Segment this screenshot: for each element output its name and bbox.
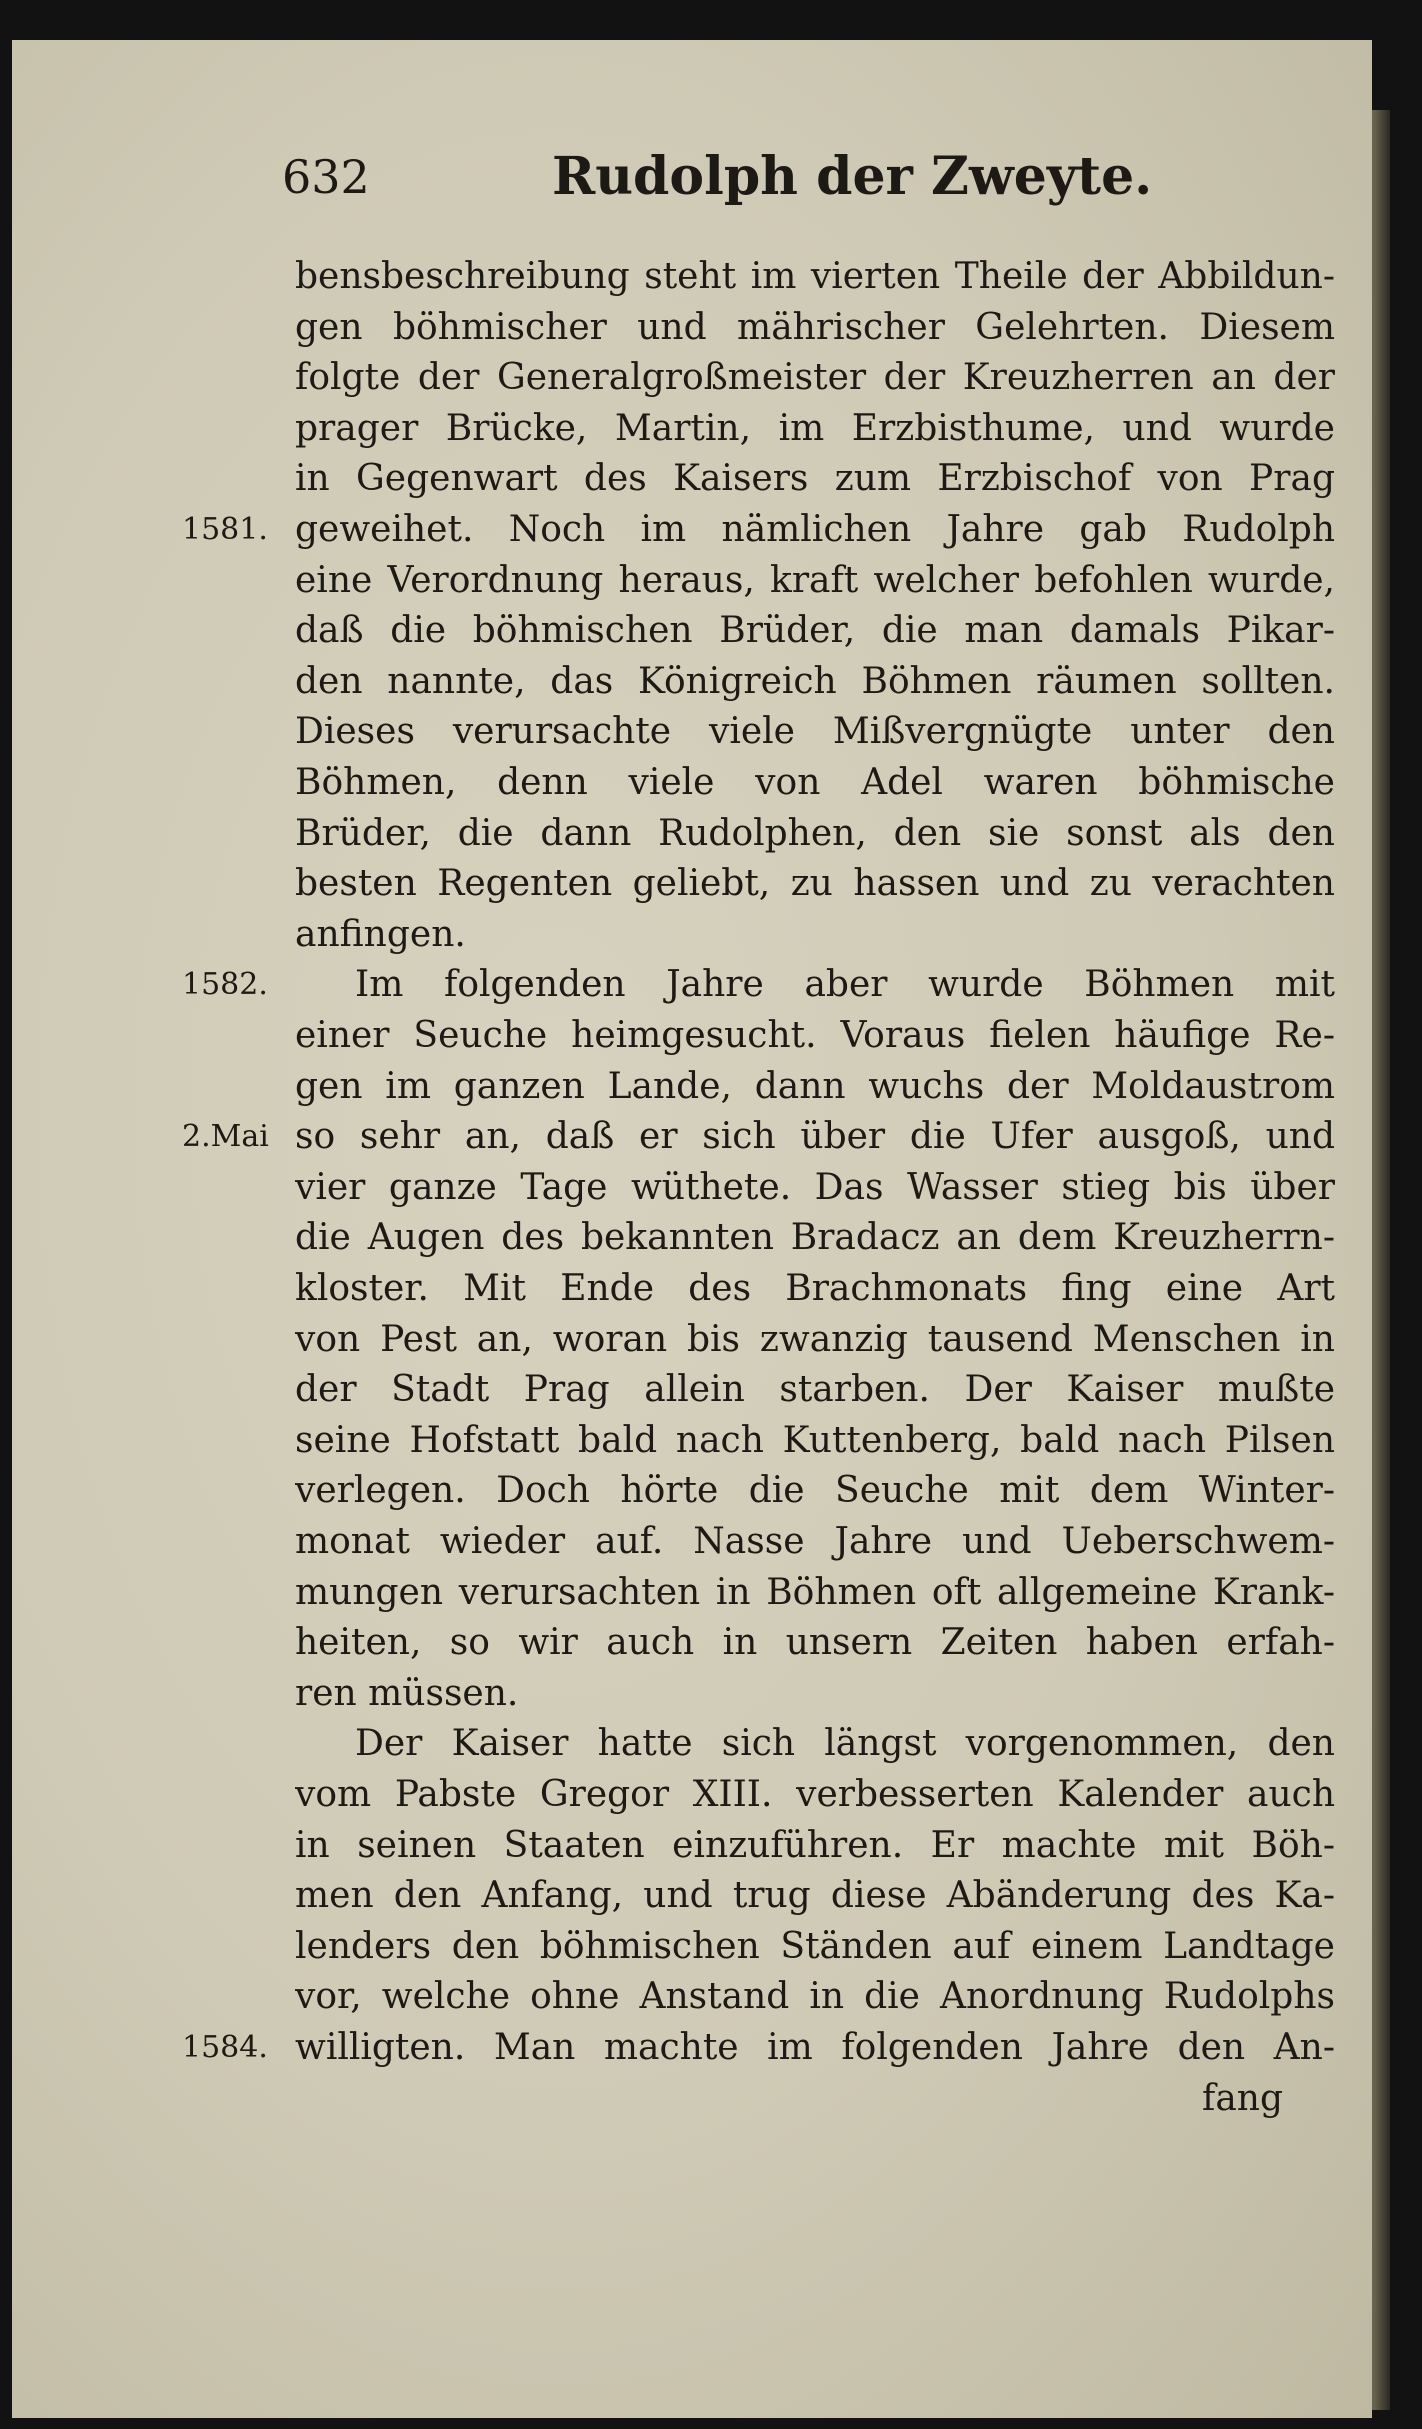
text-line	[12, 1112, 1372, 1162]
line-text: seine Hofstatt bald nach Kuttenberg, bald nach Pilsen	[295, 1419, 1335, 1461]
text-line	[12, 556, 1372, 606]
margin-year-note: 1584.	[182, 2030, 268, 2065]
line-text: in Gegenwart des Kaisers zum Erzbischof von Prag	[295, 458, 1335, 500]
line-text: vom Pabste Gregor XIII. verbesserten Kalender auch	[295, 1774, 1335, 1815]
line-text: vier ganze Tage wüthete. Das Wasser stieg bis über	[295, 1166, 1335, 1208]
text-line	[12, 454, 1372, 504]
page-number: 632	[282, 150, 370, 204]
running-title: Rudolph der Zweyte.	[552, 146, 1153, 207]
text-line	[12, 707, 1372, 757]
line-text: prager Brücke, Martin, im Erzbisthume, und wurde	[295, 407, 1335, 449]
line-text: vor, welche ohne Anstand in die Anordnung Rudolphs	[295, 1976, 1335, 2018]
line-text: so sehr an, daß er sich über die Ufer ausgoß, und	[295, 1116, 1335, 1158]
line-text: gen im ganzen Lande, dann wuchs der Moldaustrom	[295, 1065, 1335, 1107]
text-line	[12, 1770, 1372, 1820]
text-line	[12, 353, 1372, 403]
line-text: heiten, so wir auch in unsern Zeiten haben erfah-	[295, 1622, 1335, 1664]
text-line	[12, 1365, 1372, 1415]
margin-year-note: 1582.	[182, 967, 268, 1003]
text-line	[12, 1466, 1372, 1516]
text-line	[12, 1871, 1372, 1921]
book-page	[12, 40, 1372, 2418]
text-line	[12, 252, 1372, 302]
text-line	[12, 657, 1372, 707]
line-text: den nannte, das Königreich Böhmen räumen sollten.	[295, 660, 1335, 702]
text-line	[12, 910, 1372, 960]
text-line	[12, 1011, 1372, 1061]
line-text: der Stadt Prag allein starben. Der Kaiser mußte	[295, 1369, 1335, 1411]
line-text: bensbeschreibung steht im vierten Theile der Abbildun-	[295, 256, 1335, 297]
line-text: ren müssen.	[295, 1672, 519, 1714]
line-text: besten Regenten geliebt, zu hassen und zu verachten	[295, 863, 1335, 905]
line-text: lenders den böhmischen Ständen auf einem Landtage	[295, 1925, 1335, 1967]
text-line	[12, 2023, 1372, 2073]
text-line	[12, 1922, 1372, 1972]
text-line	[12, 859, 1372, 909]
line-text: von Pest an, woran bis zwanzig tausend Menschen in	[295, 1318, 1335, 1360]
line-text: Brüder, die dann Rudolphen, den sie sonst als den	[295, 812, 1335, 854]
text-line	[12, 1264, 1372, 1314]
page-header	[12, 140, 1372, 220]
text-line	[12, 1416, 1372, 1466]
text-line	[12, 1213, 1372, 1263]
line-text: mungen verursachten in Böhmen oft allgemeine Krank-	[295, 1571, 1335, 1613]
text-line	[12, 1821, 1372, 1871]
text-line	[12, 1719, 1372, 1769]
text-line	[12, 2074, 1372, 2124]
line-text: Der Kaiser hatte sich längst vorgenommen, den	[355, 1723, 1335, 1765]
line-text: in seinen Staaten einzuführen. Er machte mit Böh-	[295, 1824, 1335, 1866]
line-text: men den Anfang, und trug diese Abänderung des Ka-	[295, 1875, 1335, 1917]
line-text: Im folgenden Jahre aber wurde Böhmen mit	[355, 964, 1335, 1006]
line-text: eine Verordnung heraus, kraft welcher befohlen wurde,	[295, 559, 1335, 601]
line-text: kloster. Mit Ende des Brachmonats fing eine Art	[295, 1268, 1335, 1309]
text-line	[12, 1517, 1372, 1567]
text-line	[12, 303, 1372, 353]
text-line	[12, 606, 1372, 656]
text-line	[12, 404, 1372, 454]
text-line	[12, 1568, 1372, 1618]
text-line	[12, 1315, 1372, 1365]
line-text: die Augen des bekannten Bradacz an dem Kreuzherrn-	[295, 1217, 1335, 1259]
text-line	[12, 505, 1372, 555]
line-text: anfingen.	[295, 913, 466, 955]
line-text: verlegen. Doch hörte die Seuche mit dem Winter-	[295, 1470, 1335, 1512]
text-line	[12, 1618, 1372, 1668]
line-text: Böhmen, denn viele von Adel waren böhmische	[295, 762, 1335, 803]
catchword: fang	[1202, 2077, 1284, 2119]
text-line	[12, 1163, 1372, 1213]
text-line	[12, 1972, 1372, 2022]
line-text: daß die böhmischen Brüder, die man damals Pikar-	[295, 610, 1335, 652]
margin-year-note: 1581.	[182, 512, 268, 547]
margin-year-note: 2.Mai	[182, 1119, 269, 1155]
text-line	[12, 1669, 1372, 1719]
line-text: einer Seuche heimgesucht. Voraus fielen häufige Re-	[295, 1015, 1335, 1056]
text-line	[12, 1062, 1372, 1112]
line-text: geweihet. Noch im nämlichen Jahre gab Rudolph	[295, 509, 1335, 550]
text-line	[12, 809, 1372, 859]
line-text: monat wieder auf. Nasse Jahre und Ueberschwem-	[295, 1521, 1335, 1562]
line-text: folgte der Generalgroßmeister der Kreuzherren an der	[295, 357, 1335, 399]
line-text: gen böhmischer und mährischer Gelehrten. Diesem	[295, 306, 1335, 348]
line-text: willigten. Man machte im folgenden Jahre den An-	[295, 2027, 1335, 2068]
text-line	[12, 960, 1372, 1010]
line-text: Dieses verursachte viele Mißvergnügte unter den	[295, 711, 1335, 753]
text-line	[12, 758, 1372, 808]
